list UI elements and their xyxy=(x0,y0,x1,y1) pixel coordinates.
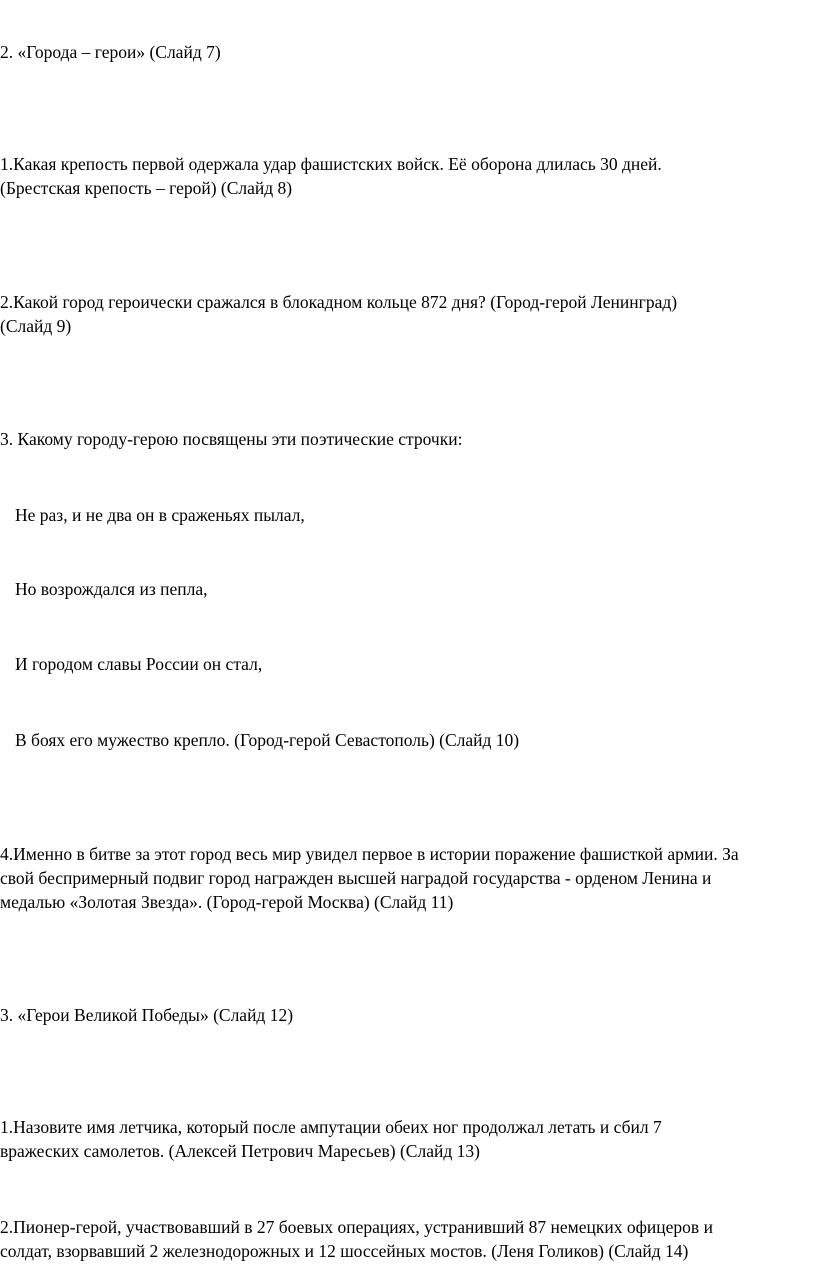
question-1-line-2: (Брестская крепость – герой) (Слайд 8) xyxy=(0,178,293,198)
question-1-line-1: 1.Какая крепость первой одержала удар фашистских войск. Её оборона длилась 30 дней. xyxy=(0,154,662,174)
section-title-heroes-victory: 3. «Герои Великой Победы» (Слайд 12) xyxy=(0,1005,294,1025)
poem-line-4: В боях его мужество крепло. (Город-герой Севастополь) (Слайд 10) xyxy=(15,730,520,750)
question-2-line-1: 2.Какой город героически сражался в блокадном кольце 872 дня? (Город-герой Ленинград) xyxy=(0,292,678,312)
poem-line-3: И городом славы России он стал, xyxy=(15,654,263,674)
question-3-line-1: 3. Какому городу-герою посвящены эти поэтические строчки: xyxy=(0,429,463,449)
section-title-cities-heroes: 2. «Города – герои» (Слайд 7) xyxy=(0,42,221,62)
hero-question-1-line-1: 1.Назовите имя летчика, который после ампутации обеих ног продолжал летать и сбил 7 xyxy=(0,1117,662,1137)
poem-line-1: Не раз, и не два он в сраженьях пылал, xyxy=(15,505,305,525)
poem-line-2: Но возрождался из пепла, xyxy=(15,579,208,599)
hero-question-2-line-1: 2.Пионер-герой, участвовавший в 27 боевых операциях, устранивший 87 немецких офицеров и xyxy=(0,1217,713,1237)
question-4-line-2: свой беспримерный подвиг город награжден высшей наградой государства - орденом Ленина и xyxy=(0,868,712,888)
hero-question-2-line-2: солдат, взорвавший 2 железнодорожных и 12 шоссейных мостов. (Леня Голиков) (Слайд 14) xyxy=(0,1241,689,1261)
question-4-line-3: медалью «Золотая Звезда». (Город-герой Москва) (Слайд 11) xyxy=(0,892,454,912)
question-2-line-2: (Слайд 9) xyxy=(0,316,72,336)
hero-question-1-line-2: вражеских самолетов. (Алексей Петрович Маресьев) (Слайд 13) xyxy=(0,1141,480,1161)
question-4-line-1: 4.Именно в битве за этот город весь мир увидел первое в истории поражение фашисткой армии. За xyxy=(0,844,739,864)
